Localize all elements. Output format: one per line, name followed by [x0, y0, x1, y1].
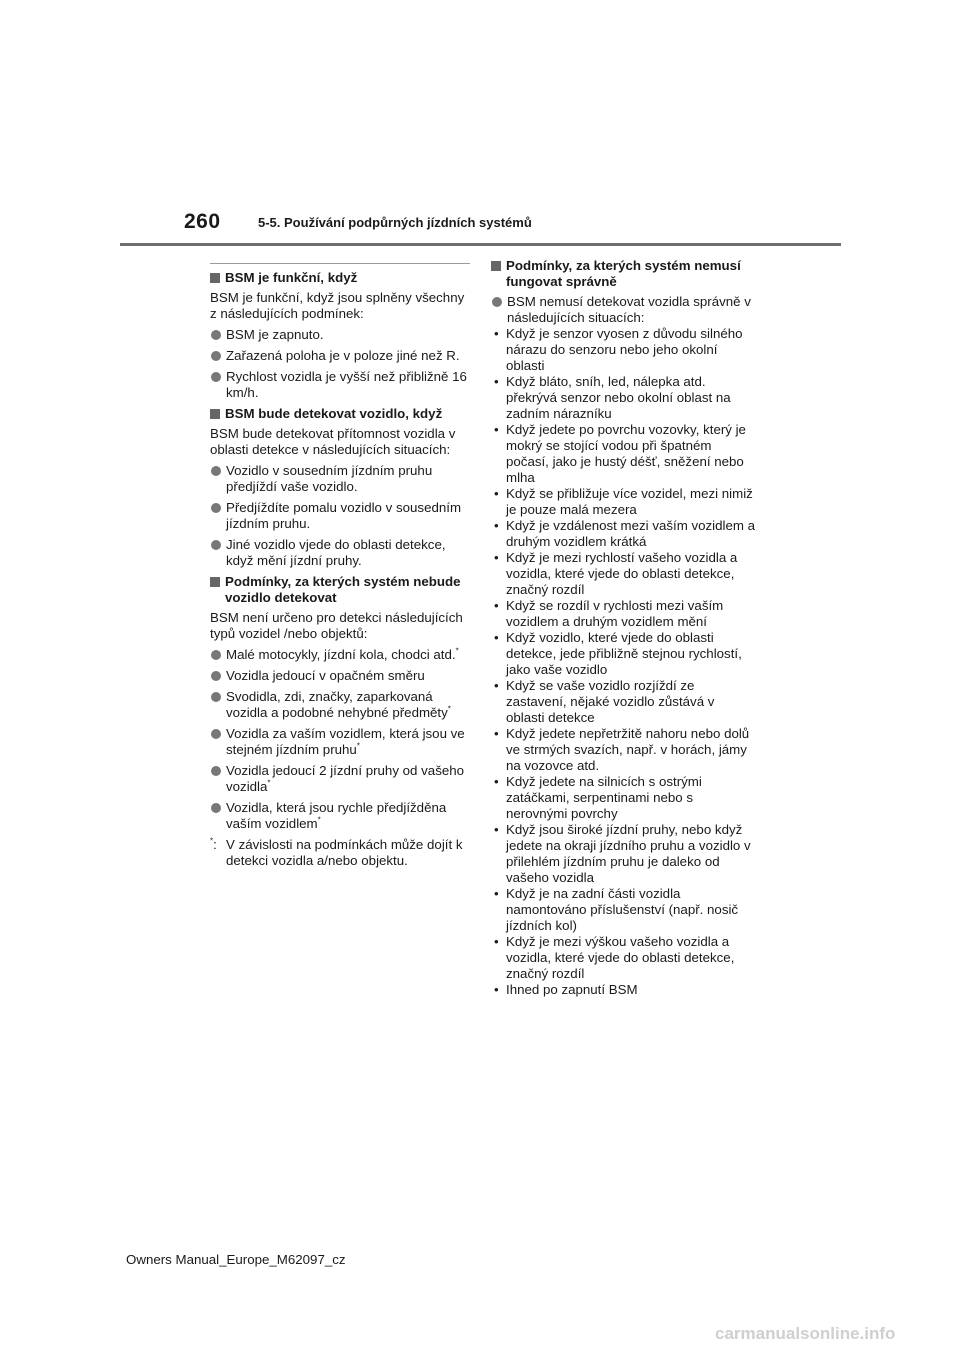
circle-bullet-icon [211, 503, 221, 513]
circle-bullet-icon [211, 650, 221, 660]
dot-bullet-icon: • [494, 518, 499, 533]
left-column [210, 263, 470, 869]
dot-bullet-icon: • [494, 774, 499, 789]
sub-list-item: • Když vozidlo, které vjede do oblasti detekce, jede přibližně stejnou rychlostí, jako vaše vozidlo [494, 630, 742, 677]
list-item: Rychlost vozidla je vyšší než přibližně 16 km/h. [210, 369, 470, 401]
circle-bullet-icon [211, 729, 221, 739]
chapter-title: 5-5. Používání podpůrných jízdních systémů [258, 215, 532, 230]
footnote: *: V závislosti na podmínkách může dojít k detekci vozidla a/nebo objektu. [210, 836, 463, 868]
paragraph: BSM bude detekovat přítomnost vozidla v oblasti detekce v následujících situacích: [210, 426, 456, 457]
paragraph: BSM je funkční, když jsou splněny všechny z následujících podmínek: [210, 290, 465, 321]
dot-bullet-icon: • [494, 422, 499, 437]
sub-list-item: • Když je senzor vyosen z důvodu silného nárazu do senzoru nebo jeho okolní oblasti [494, 326, 743, 373]
section-heading: Podmínky, za kterých systém nemusí fungovat správně [491, 258, 756, 290]
list-item: BSM je zapnuto. [210, 327, 470, 343]
sub-list-item: • Když se rozdíl v rychlosti mezi vaším vozidlem a druhým vozidlem mění [494, 598, 724, 629]
sub-list-item: • Když je mezi rychlostí vašeho vozidla a vozidla, které vjede do oblasti detekce, značný rozdíl [494, 550, 738, 597]
list-item: Malé motocykly, jízdní kola, chodci atd.* [210, 647, 470, 663]
footnote-marker: * [210, 836, 214, 846]
list-item: Předjíždíte pomalu vozidlo v sousedním jízdním pruhu. [210, 500, 470, 532]
footnote-marker: * [267, 778, 271, 788]
dot-bullet-icon: • [494, 326, 499, 341]
dot-bullet-icon: • [494, 678, 499, 693]
footnote-marker: * [447, 704, 451, 714]
section-heading: Podmínky, za kterých systém nebude vozidlo detekovat [210, 574, 470, 606]
footnote-marker: * [455, 646, 459, 656]
list-item: Zařazená poloha je v poloze jiné než R. [210, 348, 470, 364]
sub-list-item: • Když je vzdálenost mezi vaším vozidlem a druhým vozidlem krátká [494, 518, 756, 549]
sub-list-item: • Když jedete na silnicích s ostrými zatáčkami, serpentinami nebo s nerovnými povrchy [494, 774, 702, 821]
circle-bullet-icon [211, 671, 221, 681]
square-bullet-icon [491, 261, 501, 271]
dot-bullet-icon: • [494, 486, 499, 501]
list-item: Vozidla jedoucí 2 jízdní pruhy od vašeho vozidla* [210, 763, 470, 795]
column-divider [210, 263, 470, 264]
list-item: Vozidla za vaším vozidlem, která jsou ve stejném jízdním pruhu* [210, 726, 470, 758]
list-item: BSM nemusí detekovat vozidla správně v následujících situacích: [491, 294, 756, 326]
dot-bullet-icon: • [494, 630, 499, 645]
sub-list-item: • Když se přibližuje více vozidel, mezi nimiž je pouze malá mezera [494, 486, 753, 517]
sub-list-item: • Když se vaše vozidlo rozjíždí ze zastavení, nějaké vozidlo zůstává v oblasti detekce [494, 678, 715, 725]
square-bullet-icon [210, 577, 220, 587]
footnote-marker: * [317, 815, 321, 825]
sub-list [491, 326, 756, 998]
sub-list-item: • Když je na zadní části vozidla namontováno příslušenství (např. nosič jízdních kol) [494, 886, 739, 933]
dot-bullet-icon: • [494, 822, 499, 837]
circle-bullet-icon [492, 297, 502, 307]
list-item: Jiné vozidlo vjede do oblasti detekce, když mění jízdní pruhy. [210, 537, 470, 569]
right-column [491, 258, 756, 998]
sub-list-item: • Ihned po zapnutí BSM [494, 982, 638, 997]
footnote-marker: * [356, 741, 360, 751]
sub-list-item: • Když jsou široké jízdní pruhy, nebo když jedete na okraji jízdního pruhu a vozidlo v přilehlém jízdním pruhu je daleko od vašeho vozidla [494, 822, 751, 885]
dot-bullet-icon: • [494, 374, 499, 389]
sub-list-item: • Když jedete po povrchu vozovky, který je mokrý se stojící vodou při špatném počasí, jako je hustý déšť, sněžení nebo mlha [494, 422, 746, 485]
square-bullet-icon [210, 273, 220, 283]
list-item: Vozidla, která jsou rychle předjížděna vaším vozidlem* [210, 800, 470, 832]
watermark: carmanualsonline.info [715, 1324, 896, 1343]
footnote-text: V závislosti na podmínkách může dojít k detekci vozidla a/nebo objektu. [226, 837, 463, 868]
list-item: Vozidlo v sousedním jízdním pruhu předjíždí vaše vozidlo. [210, 463, 470, 495]
dot-bullet-icon: • [494, 934, 499, 949]
paragraph: BSM není určeno pro detekci následujících typů vozidel /nebo objektů: [210, 610, 463, 641]
circle-bullet-icon [211, 330, 221, 340]
circle-bullet-icon [211, 766, 221, 776]
circle-bullet-icon [211, 466, 221, 476]
circle-bullet-icon [211, 540, 221, 550]
footer-text: Owners Manual_Europe_M62097_cz [126, 1252, 346, 1267]
dot-bullet-icon: • [494, 550, 499, 565]
dot-bullet-icon: • [494, 886, 499, 901]
circle-bullet-icon [211, 351, 221, 361]
section-heading: BSM bude detekovat vozidlo, když [210, 406, 470, 422]
sub-list-item: • Když jedete nepřetržitě nahoru nebo dolů ve strmých svazích, např. v horách, jámy na vozovce atd. [494, 726, 750, 773]
dot-bullet-icon: • [494, 726, 499, 741]
sub-list-item: • Když je mezi výškou vašeho vozidla a vozidla, které vjede do oblasti detekce, značný rozdíl [494, 934, 735, 981]
circle-bullet-icon [211, 692, 221, 702]
list-item: Svodidla, zdi, značky, zaparkovaná vozidla a podobné nehybné předměty* [210, 689, 470, 721]
circle-bullet-icon [211, 803, 221, 813]
header-rule [120, 243, 841, 246]
list-item: Vozidla jedoucí v opačném směru [210, 668, 470, 684]
dot-bullet-icon: • [494, 982, 499, 997]
circle-bullet-icon [211, 372, 221, 382]
sub-list-item: • Když bláto, sníh, led, nálepka atd. překrývá senzor nebo okolní oblast na zadním nárazníku [494, 374, 731, 421]
square-bullet-icon [210, 409, 220, 419]
section-heading: BSM je funkční, když [210, 270, 470, 286]
dot-bullet-icon: • [494, 598, 499, 613]
page-number: 260 [184, 210, 221, 233]
